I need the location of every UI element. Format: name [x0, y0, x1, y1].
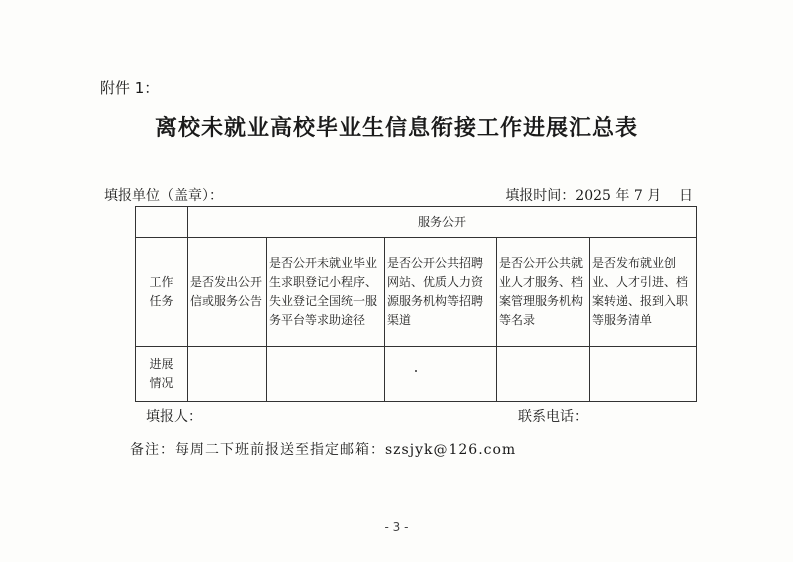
scan-speck [415, 370, 417, 372]
task-cell: 是否发布就业创业、人才引进、档案转递、报到入职等服务清单 [590, 238, 697, 347]
progress-row-label: 进展 情况 [136, 347, 188, 402]
progress-summary-table [135, 206, 697, 402]
progress-cell[interactable] [497, 347, 590, 402]
group-header-cell: 服务公开 [188, 207, 697, 238]
fill-unit-label: 填报单位（盖章）： [104, 188, 223, 204]
page-number: - 3 - [384, 520, 409, 534]
task-cell: 是否公开公共招聘网站、优质人力资源服务机构等招聘渠道 [385, 238, 497, 347]
task-cell: 是否发出公开信或服务公告 [188, 238, 267, 347]
task-row-label: 工作 任务 [136, 238, 188, 347]
filler-label: 填报人： [146, 409, 202, 425]
progress-cell[interactable] [385, 347, 497, 402]
document-title: 离校未就业高校毕业生信息衔接工作进展汇总表 [154, 115, 638, 141]
attachment-label: 附件 1： [100, 79, 160, 97]
task-cell: 是否公开未就业毕业生求职登记小程序、失业登记全国统一服务平台等求助途径 [267, 238, 385, 347]
fill-time-label: 填报时间：2025 年 7 月 日 [505, 188, 693, 204]
progress-cell[interactable] [267, 347, 385, 402]
blank-corner-cell [136, 207, 188, 238]
phone-label: 联系电话： [518, 409, 588, 425]
task-cell: 是否公开公共就业人才服务、档案管理服务机构等名录 [497, 238, 590, 347]
progress-cell[interactable] [188, 347, 267, 402]
submission-note: 备注：每周二下班前报送至指定邮箱：szsjyk@126.com [130, 442, 517, 458]
progress-cell[interactable] [590, 347, 697, 402]
